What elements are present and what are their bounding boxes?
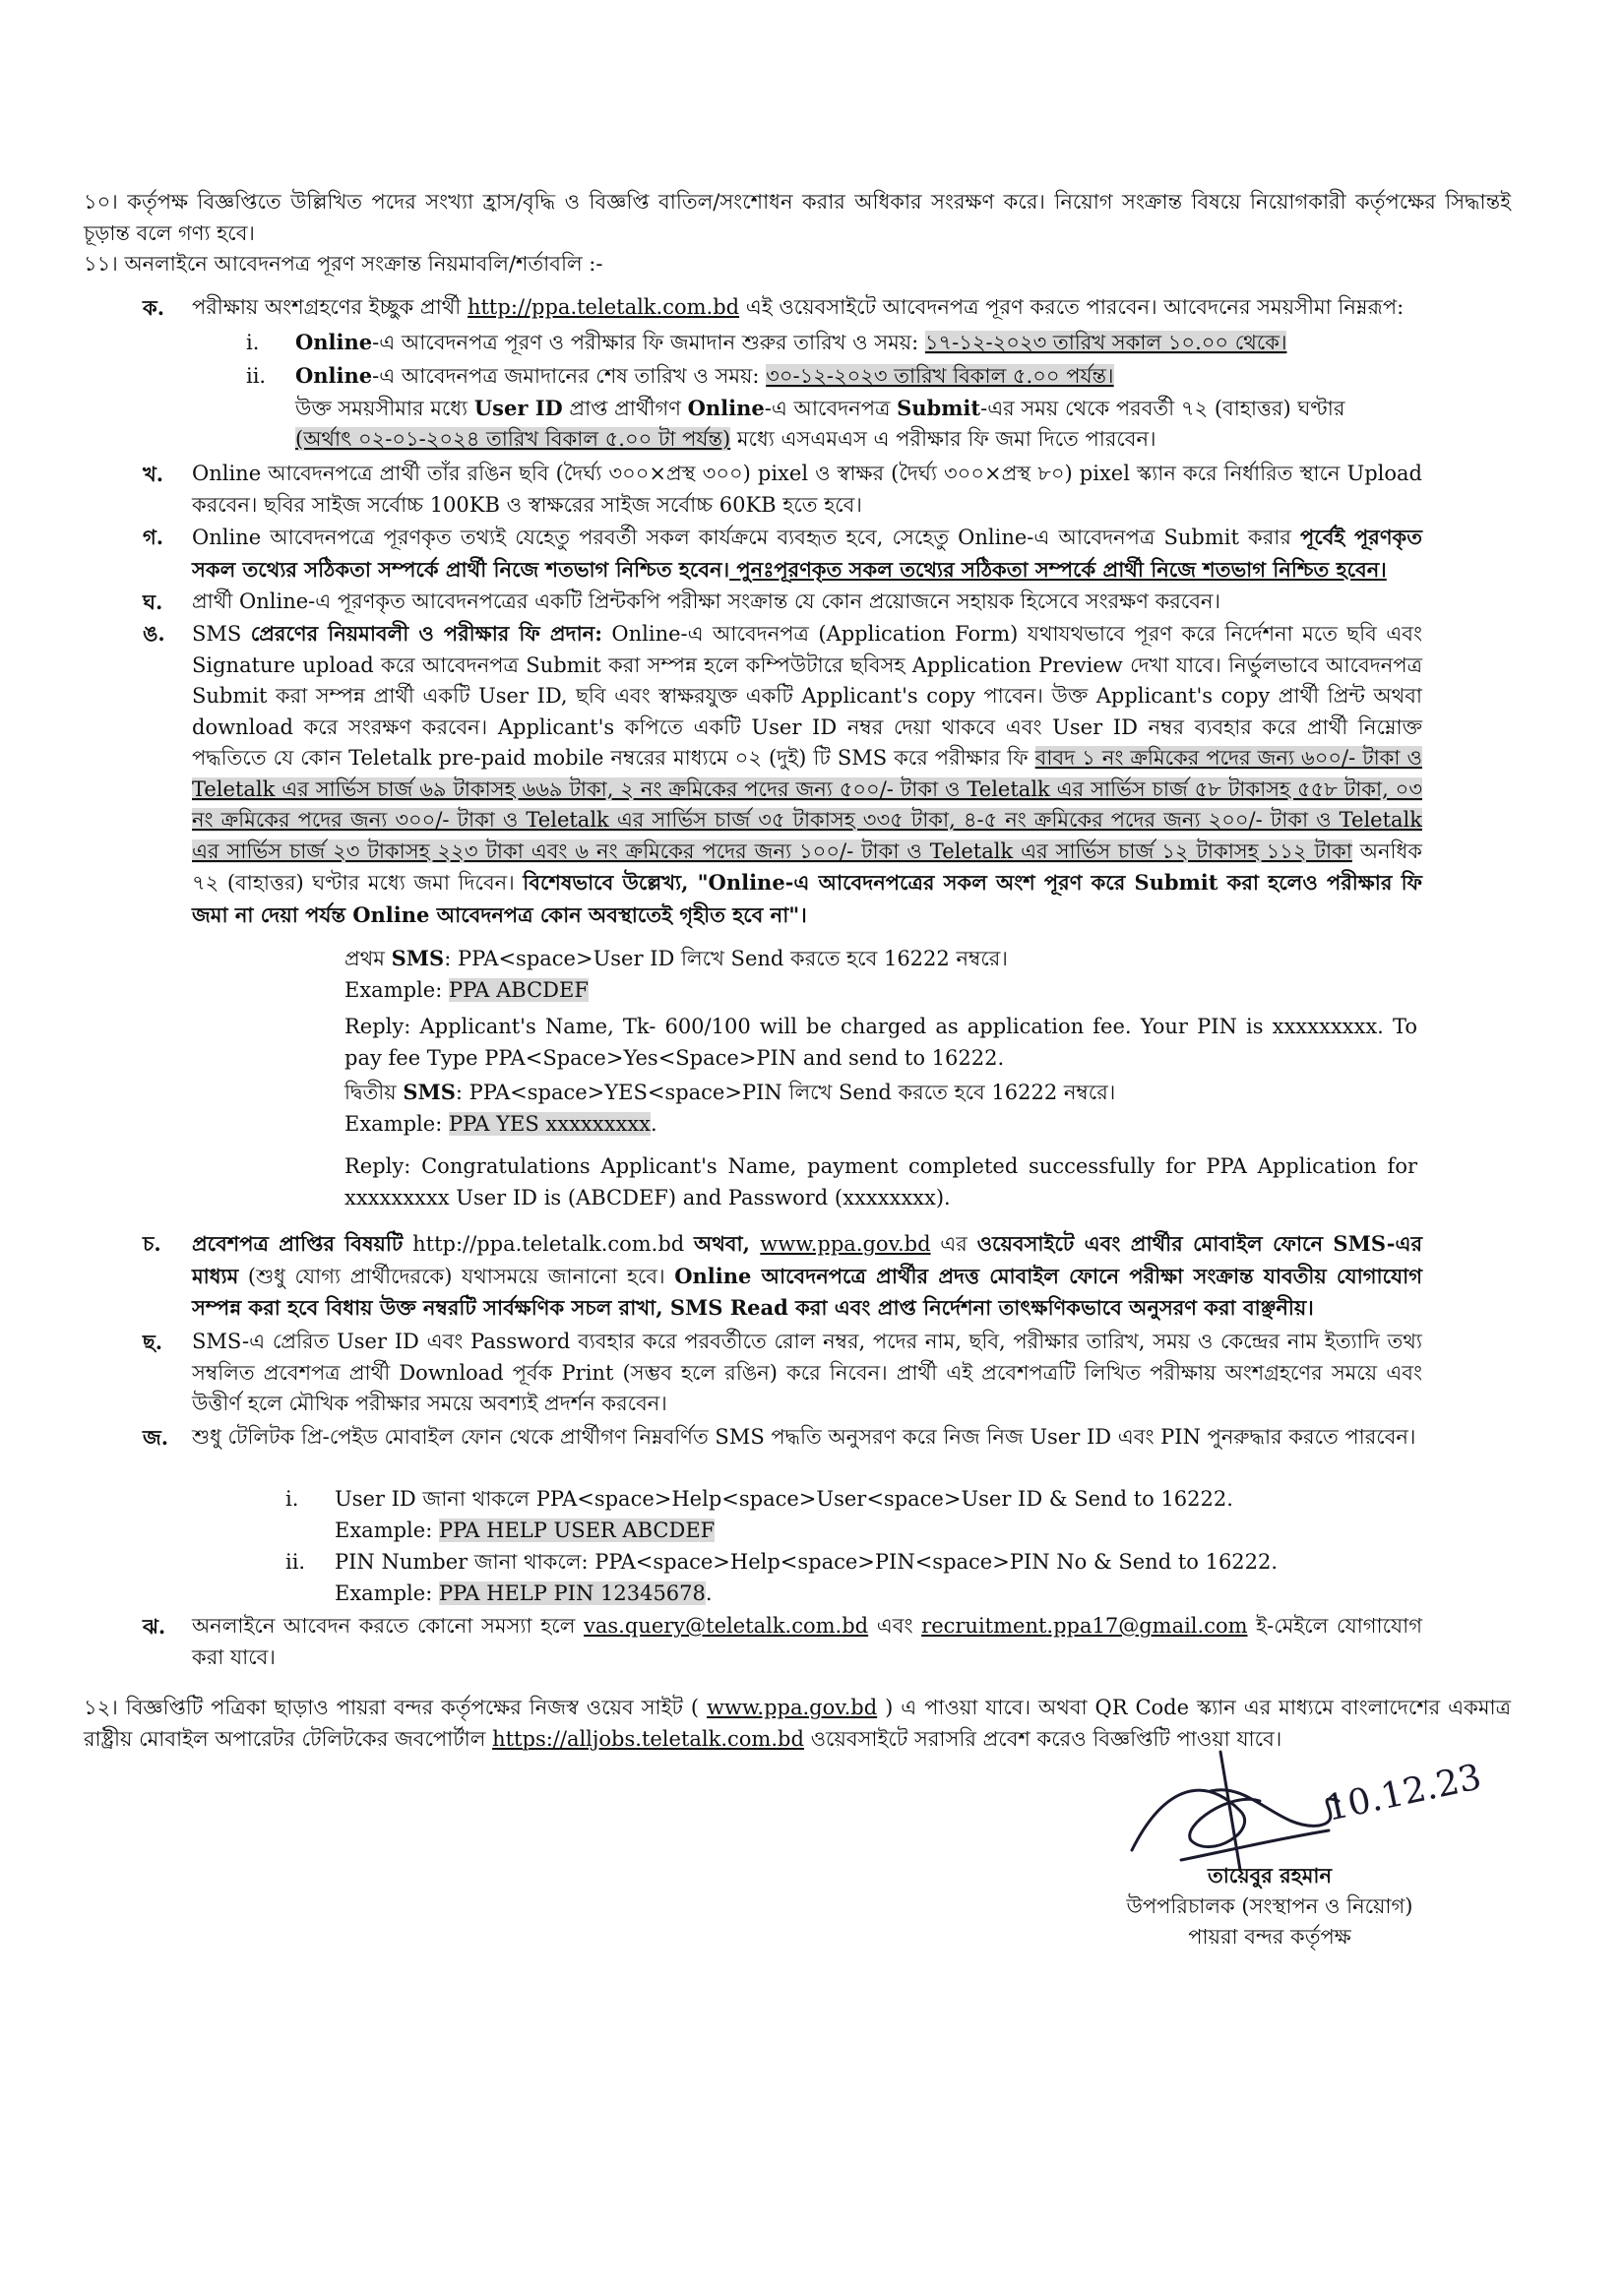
ja-sub-ii: ii. PIN Number জানা থাকলে: PPA<space>Help<space>PIN<space>PIN No & Send to 16222. Example: PPA HELP PIN 12345678. bbox=[285, 1550, 1279, 1605]
reply-1: Reply: Applicant's Name, Tk- 600/100 will be charged as application fee. Your PIN is xxxxxxxxx. To pay fee Type PPA<Space>Yes<Space>PIN and send to 16222. bbox=[344, 1015, 1417, 1070]
signatory-block bbox=[1063, 1860, 1476, 1953]
item-marker: ঙ. bbox=[143, 621, 165, 646]
ka-sub-ii: ii. Online-এ আবেদনপত্র জমাদানের শেষ তারিখ ও সময়: ৩০-১২-২০২৩ তারিখ বিকাল ৫.০০ পর্যন্ত। উক্ত সময়সীমার মধ্যে User ID প্রাপ্ত প্রার্থীগণ Online-এ আবেদনপত্র Submit-এর সময় থেকে পরবর্তী ৭২ (বাহাত্তর) ঘণ্টার (অর্থাৎ ০২-০১-২০২৪ তারিখ বিকাল ৫.০০ টা পর্যন্ত) মধ্যে এসএমএস এ পরীক্ষার ফি জমা দিতে পারবেন। bbox=[246, 363, 1345, 451]
paragraph-10: ১০। কর্তৃপক্ষ বিজ্ঞপ্তিতে উল্লিখিত পদের সংখ্যা হ্রাস/বৃদ্ধি ও বিজ্ঞপ্তি বাতিল/সংশোধন করার অধিকার সংরক্ষণ করে। নিয়োগ সংক্রান্ত বিষয়ে নিয়োগকারী কর্তৃপক্ষের সিদ্ধান্তই চূড়ান্ত বলে গণ্য হবে। bbox=[84, 190, 1511, 245]
paragraph-12: ১২। বিজ্ঞপ্তিটি পত্রিকা ছাড়াও পায়রা বন্দর কর্তৃপক্ষের নিজস্ব ওয়েব সাইট ( www.ppa.gov.bd ) এ পাওয়া যাবে। অথবা QR Code স্ক্যান এর মাধ্যমে বাংলাদেশের একমাত্র রাষ্ট্রীয় মোবাইল অপারেটর টেলিটকের জবপোর্টাল https://alljobs.teletalk.com.bd ওয়েবসাইটে সরাসরি প্রবেশ করেও বিজ্ঞপ্তিটি পাওয়া যাবে। bbox=[84, 1696, 1511, 1751]
item-uma: ঙ. SMS প্রেরণের নিয়মাবলী ও পরীক্ষার ফি প্রদান: Online-এ আবেদনপত্র (Application Form) যথাযথভাবে পূরণ করে নির্দেশনা মতে ছবি এবং Signature upload করে আবেদনপত্র Submit করা সম্পন্ন হলে কম্পিউটারে ছবিসহ Application Preview দেখা যাবে। নির্ভুলভাবে আবেদনপত্র Submit করা সম্পন্ন প্রার্থী একটি User ID, ছবি এবং স্বাক্ষরযুক্ত একটি Applicant's copy পাবেন। উক্ত Applicant's copy প্রার্থী প্রিন্ট অথবা download করে সংরক্ষণ করবেন। Applicant's কপিতে একটি User ID নম্বর দেয়া থাকবে এবং User ID নম্বর ব্যবহার করে প্রার্থী নিম্নোক্ত পদ্ধতিতে যে কোন Teletalk pre-paid mobile নম্বরের মাধ্যমে ০২ (দুই) টি SMS করে পরীক্ষার ফি বাবদ ১ নং ক্রমিকের পদের জন্য ৬০০/- টাকা ও Teletalk এর সার্ভিস চার্জ ৬৯ টাকাসহ ৬৬৯ টাকা, ২ নং ক্রমিকের পদের জন্য ৫০০/- টাকা ও Teletalk এর সার্ভিস চার্জ ৫৮ টাকাসহ ৫৫৮ টাকা, ০৩ নং ক্রমিকের পদের জন্য ৩০০/- টাকা ও Teletalk এর সার্ভিস চার্জ ৩৫ টাকাসহ ৩৩৫ টাকা, ৪-৫ নং ক্রমিকের পদের জন্য ২০০/- টাকা ও Teletalk এর সার্ভিস চার্জ ২৩ টাকাসহ ২২৩ টাকা এবং ৬ নং ক্রমিকের পদের জন্য ১০০/- টাকা ও Teletalk এর সার্ভিস চার্জ ১২ টাকাসহ ১১২ টাকা অনধিক ৭২ (বাহাত্তর) ঘণ্টার মধ্যে জমা দিবেন। বিশেষভাবে উল্লেখ্য, "Online-এ আবেদনপত্রের সকল অংশ পূরণ করে Submit করা হলেও পরীক্ষার ফি জমা না দেয়া পর্যন্ত Online আবেদনপত্র কোন অবস্থাতেই গৃহীত হবে না"। bbox=[192, 618, 1422, 931]
start-date: ১৭-১২-২০২৩ তারিখ সকাল ১০.০০ থেকে। bbox=[924, 331, 1287, 354]
second-sms: দ্বিতীয় SMS: PPA<space>YES<space>PIN লিখে Send করতে হবে 16222 নম্বরে। Example: PPA YES xxxxxxxxx. bbox=[344, 1080, 1116, 1136]
item-cha: চ. প্রবেশপত্র প্রাপ্তির বিষয়টি http://ppa.teletalk.com.bd অথবা, www.ppa.gov.bd এর ওয়েবসাইটে এবং প্রার্থীর মোবাইল ফোনে SMS-এর মাধ্যম (শুধু যোগ্য প্রার্থীদেরকে) যথাসময়ে জানানো হবে। Online আবেদনপত্রে প্রার্থীর প্রদত্ত মোবাইল ফোনে পরীক্ষা সংক্রান্ত যাবতীয় যোগাযোগ সম্পন্ন করা হবে বিধায় উক্ত নম্বরটি সার্বক্ষণিক সচল রাখা, SMS Read করা এবং প্রাপ্ত নির্দেশনা তাৎক্ষণিকভাবে অনুসরণ করা বাঞ্ছনীয়। bbox=[192, 1228, 1422, 1325]
ja-sub-i: i. User ID জানা থাকলে PPA<space>Help<space>User<space>User ID & Send to 16222. Example: PPA HELP USER ABCDEF bbox=[285, 1487, 1233, 1542]
example-sms-2: PPA YES xxxxxxxxx bbox=[448, 1111, 651, 1136]
item-kha: খ. Online আবেদনপত্রে প্রার্থী তাঁর রঙিন ছবি (দৈর্ঘ্য ৩০০×প্রস্থ ৩০০) pixel ও স্বাক্ষর (দৈর্ঘ্য ৩০০×প্রস্থ ৮০) pixel স্ক্যান করে নির্ধারিত স্থানে Upload করবেন। ছবির সাইজ সর্বোচ্চ 100KB ও স্বাক্ষরের সাইজ সর্বোচ্চ 60KB হতে হবে। bbox=[192, 459, 1422, 521]
item-ga: গ. Online আবেদনপত্রে পূরণকৃত তথ্যই যেহেতু পরবর্তী সকল কার্যক্রমে ব্যবহৃত হবে, সেহেতু Online-এ আবেদনপত্র Submit করার পূর্বেই পূরণকৃত সকল তথ্যের সঠিকতা সম্পর্কে প্রার্থী নিজে শতভাগ নিশ্চিত হবেন। পুনঃপূরণকৃত সকল তথ্যের সঠিকতা সম্পর্কে প্রার্থী নিজে শতভাগ নিশ্চিত হবেন। bbox=[192, 522, 1422, 586]
signature-date: 10.12.23 bbox=[1322, 1757, 1485, 1829]
item-marker: ছ. bbox=[143, 1330, 163, 1354]
item-gha: ঘ. প্রার্থী Online-এ পূরণকৃত আবেদনপত্রের একটি প্রিন্টকপি পরীক্ষা সংক্রান্ত যে কোন প্রয়োজনে সহায়ক হিসেবে সংরক্ষণ করবেন। bbox=[192, 587, 1422, 618]
alljobs-link[interactable]: https://alljobs.teletalk.com.bd bbox=[492, 1726, 804, 1751]
example-sms-1: PPA ABCDEF bbox=[448, 977, 589, 1002]
item-jha: ঝ. অনলাইনে আবেদন করতে কোনো সমস্যা হলে vas.query@teletalk.com.bd এবং recruitment.ppa17@gmail.com ই-মেইলে যোগাযোগ করা যাবে। bbox=[192, 1611, 1422, 1673]
support-email-2[interactable]: recruitment.ppa17@gmail.com bbox=[921, 1614, 1248, 1638]
item-ja: জ. শুধু টেলিটক প্রি-পেইড মোবাইল ফোন থেকে প্রার্থীগণ নিম্নবর্ণিত SMS পদ্ধতি অনুসরণ করে নিজ নিজ User ID এবং PIN পুনরুদ্ধার করতে পারবেন। bbox=[192, 1422, 1422, 1454]
item-marker: চ. bbox=[143, 1231, 161, 1256]
support-email-1[interactable]: vas.query@teletalk.com.bd bbox=[584, 1614, 869, 1638]
item-marker: খ. bbox=[143, 462, 164, 486]
ka-sub-i: i. Online-এ আবেদনপত্র পূরণ ও পরীক্ষার ফি জমাদান শুরুর তারিখ ও সময়: ১৭-১২-২০২৩ তারিখ সকাল ১০.০০ থেকে। bbox=[246, 330, 1287, 354]
item-marker: জ. bbox=[143, 1425, 169, 1450]
paragraph-11-heading: ১১। অনলাইনে আবেদনপত্র পূরণ সংক্রান্ত নিয়মাবলি/শর্তাবলি :- bbox=[84, 252, 603, 276]
example-help-pin: PPA HELP PIN 12345678 bbox=[438, 1581, 706, 1605]
item-marker: গ. bbox=[143, 525, 164, 549]
fee-deadline: (অর্থাৎ ০২-০১-২০২৪ তারিখ বিকাল ৫.০০ টা পর্যন্ত) bbox=[295, 427, 731, 451]
fee-details: বাবদ ১ নং ক্রমিকের পদের জন্য ৬০০/- টাকা ও Teletalk এর সার্ভিস চার্জ ৬৯ টাকাসহ ৬৬৯ টাকা, ২ নং ক্রমিকের পদের জন্য ৫০০/- টাকা ও Teletalk এর সার্ভিস চার্জ ৫৮ টাকাসহ ৫৫৮ টাকা, ০৩ নং ক্রমিকের পদের জন্য ৩০০/- টাকা ও Teletalk এর সার্ভিস চার্জ ৩৫ টাকাসহ ৩৩৫ টাকা, ৪-৫ নং ক্রমিকের পদের জন্য ২০০/- টাকা ও Teletalk এর সার্ভিস চার্জ ২৩ টাকাসহ ২২৩ টাকা এবং ৬ নং ক্রমিকের পদের জন্য ১০০/- টাকা ও Teletalk এর সার্ভিস চার্জ ১২ টাকাসহ ১১২ টাকা bbox=[192, 746, 1422, 863]
reply-2: Reply: Congratulations Applicant's Name, payment completed successfully for PPA Application for xxxxxxxxx User ID is (ABCDEF) and Password (xxxxxxxx). bbox=[344, 1154, 1417, 1209]
item-chha: ছ. SMS-এ প্রেরিত User ID এবং Password ব্যবহার করে পরবর্তীতে রোল নম্বর, পদের নাম, ছবি, পরীক্ষার তারিখ, সময় ও কেন্দ্রের নাম ইত্যাদি তথ্য সম্বলিত প্রবেশপত্র প্রার্থী Download পূর্বক Print (সম্ভব হলে রঙিন) করে নিবেন। প্রার্থী এই প্রবেশপত্রটি লিখিত পরীক্ষায় অংশগ্রহণের সময়ে এবং উত্তীর্ণ হলে মৌখিক পরীক্ষার সময়ে অবশ্যই প্রদর্শন করবেন। bbox=[192, 1327, 1422, 1420]
item-marker: ঘ. bbox=[143, 589, 163, 614]
signatory-office: পায়রা বন্দর কর্তৃপক্ষ bbox=[1188, 1925, 1351, 1949]
example-help-user: PPA HELP USER ABCDEF bbox=[438, 1518, 716, 1542]
signatory-designation: উপপরিচালক (সংস্থাপন ও নিয়োগ) bbox=[1126, 1893, 1413, 1918]
item-ka: ক. পরীক্ষায় অংশগ্রহণের ইচ্ছুক প্রার্থী http://ppa.teletalk.com.bd এই ওয়েবসাইটে আবেদনপত্র পূরণ করতে পারবেন। আবেদনের সময়সীমা নিম্নরূপ: bbox=[192, 292, 1422, 324]
first-sms: প্রথম SMS: PPA<space>User ID লিখে Send করতে হবে 16222 নম্বরে। Example: PPA ABCDEF bbox=[344, 946, 1008, 1002]
website-link[interactable]: http://ppa.teletalk.com.bd bbox=[467, 295, 740, 319]
ppa-gov-link[interactable]: www.ppa.gov.bd bbox=[706, 1696, 878, 1719]
ppa-website-link[interactable]: www.ppa.gov.bd bbox=[760, 1232, 931, 1256]
item-marker: ঝ. bbox=[143, 1614, 166, 1639]
end-date: ৩০-১২-২০২৩ তারিখ বিকাল ৫.০০ পর্যন্ত। bbox=[766, 364, 1114, 388]
signatory-name: তায়েবুর রহমান bbox=[1207, 1863, 1333, 1888]
item-marker: ক. bbox=[143, 295, 165, 320]
